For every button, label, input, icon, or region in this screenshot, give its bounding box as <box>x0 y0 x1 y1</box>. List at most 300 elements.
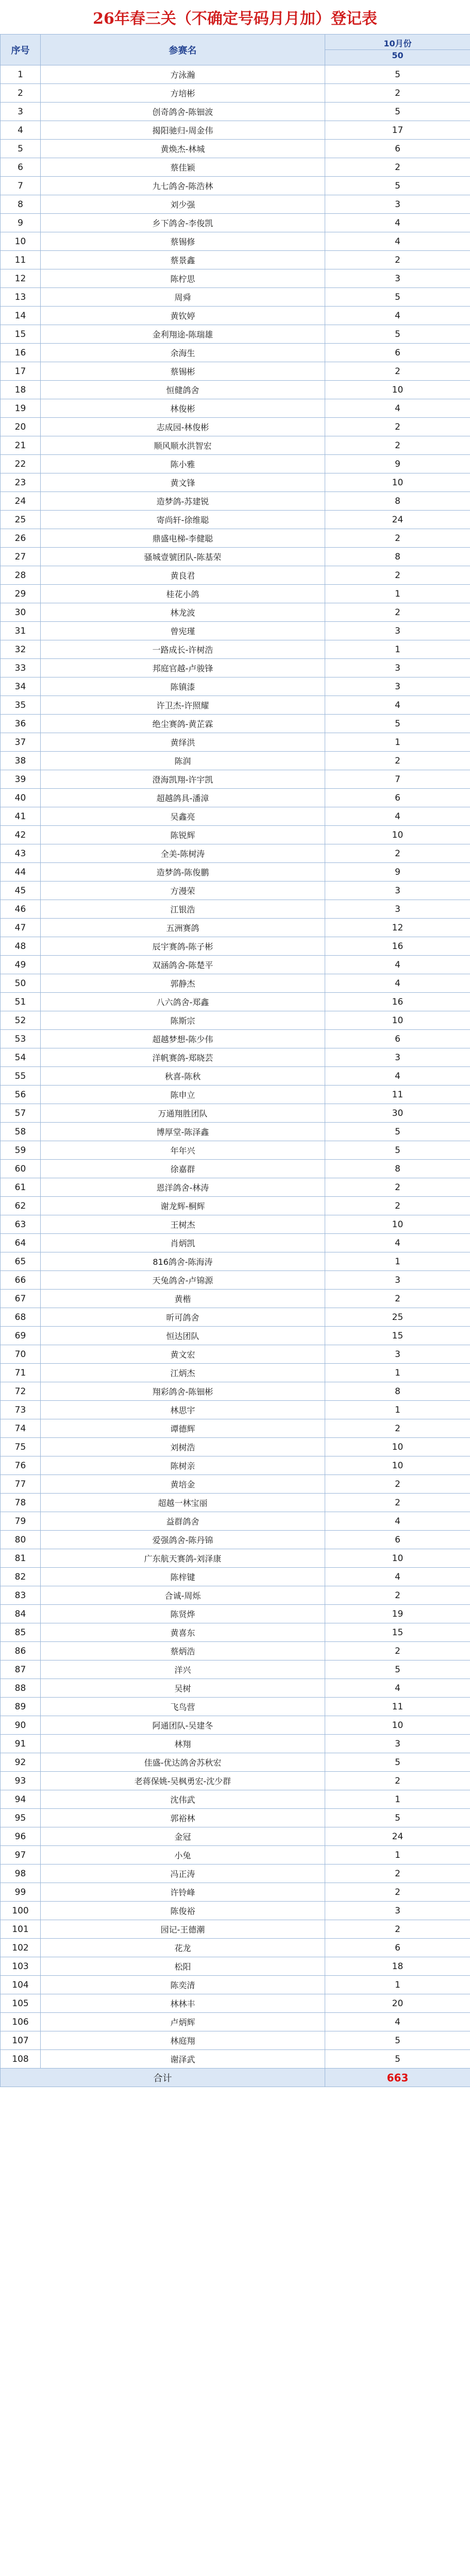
row-count: 25 <box>325 1308 470 1327</box>
row-name: 老蒋保姚-吴枫勇宏-沈少群 <box>41 1772 325 1790</box>
row-count: 2 <box>325 1475 470 1494</box>
row-name: 黄楷 <box>41 1290 325 1308</box>
row-name: 林龙波 <box>41 603 325 622</box>
row-name: 816鸽舍-陈海涛 <box>41 1252 325 1271</box>
row-count: 5 <box>325 103 470 121</box>
table-row <box>1 715 470 733</box>
row-count: 6 <box>325 344 470 362</box>
table-row <box>1 344 470 362</box>
row-name: 陈树亲 <box>41 1456 325 1475</box>
row-name: 园记-王德潮 <box>41 1920 325 1939</box>
row-count: 5 <box>325 177 470 195</box>
row-index: 108 <box>1 2050 41 2069</box>
row-count: 8 <box>325 492 470 511</box>
table-row <box>1 1234 470 1252</box>
row-index: 90 <box>1 1716 41 1735</box>
table-row <box>1 1345 470 1364</box>
table-row <box>1 937 470 956</box>
row-index: 79 <box>1 1512 41 1531</box>
row-index: 45 <box>1 882 41 900</box>
row-count: 4 <box>325 696 470 715</box>
row-name: 翔彩鸽舍-陈钿彬 <box>41 1382 325 1401</box>
row-index: 95 <box>1 1809 41 1827</box>
table-row <box>1 1939 470 1957</box>
row-index: 102 <box>1 1939 41 1957</box>
row-count: 2 <box>325 1920 470 1939</box>
row-name: 广东航天赛鸽-刘泽康 <box>41 1549 325 1568</box>
row-index: 70 <box>1 1345 41 1364</box>
row-count: 15 <box>325 1327 470 1345</box>
row-index: 37 <box>1 733 41 752</box>
row-index: 80 <box>1 1531 41 1549</box>
row-index: 11 <box>1 251 41 269</box>
row-name: 金冠 <box>41 1827 325 1846</box>
row-index: 107 <box>1 2031 41 2050</box>
row-index: 10 <box>1 232 41 251</box>
row-count: 4 <box>325 1568 470 1586</box>
row-index: 51 <box>1 993 41 1011</box>
row-index: 20 <box>1 418 41 436</box>
registration-table <box>0 34 470 2087</box>
row-index: 52 <box>1 1011 41 1030</box>
row-count: 10 <box>325 1215 470 1234</box>
row-index: 39 <box>1 770 41 789</box>
row-name: 陈梓键 <box>41 1568 325 1586</box>
row-count: 3 <box>325 1735 470 1753</box>
row-index: 47 <box>1 919 41 937</box>
table-row <box>1 65 470 84</box>
table-row <box>1 1160 470 1178</box>
table-row <box>1 1456 470 1475</box>
row-index: 12 <box>1 269 41 288</box>
row-count: 6 <box>325 1030 470 1048</box>
row-name: 陈贤烨 <box>41 1605 325 1623</box>
row-name: 冯正涛 <box>41 1865 325 1883</box>
row-index: 27 <box>1 548 41 566</box>
row-count: 3 <box>325 622 470 640</box>
row-name: 徐嘉群 <box>41 1160 325 1178</box>
row-index: 77 <box>1 1475 41 1494</box>
row-name: 黄文锋 <box>41 473 325 492</box>
row-count: 8 <box>325 548 470 566</box>
row-count: 6 <box>325 1531 470 1549</box>
row-count: 5 <box>325 1809 470 1827</box>
row-name: 黄焕杰-林城 <box>41 140 325 158</box>
row-name: 吴树 <box>41 1679 325 1698</box>
row-index: 59 <box>1 1141 41 1160</box>
table-row <box>1 1698 470 1716</box>
row-count: 1 <box>325 640 470 659</box>
row-index: 21 <box>1 436 41 455</box>
row-name: 林俊彬 <box>41 399 325 418</box>
row-name: 蔡景鑫 <box>41 251 325 269</box>
row-index: 60 <box>1 1160 41 1178</box>
row-index: 22 <box>1 455 41 473</box>
row-index: 82 <box>1 1568 41 1586</box>
row-count: 2 <box>325 1883 470 1902</box>
row-count: 1 <box>325 1401 470 1419</box>
row-count: 2 <box>325 1494 470 1512</box>
row-index: 1 <box>1 65 41 84</box>
row-count: 2 <box>325 752 470 770</box>
row-count: 8 <box>325 1160 470 1178</box>
row-index: 89 <box>1 1698 41 1716</box>
table-row <box>1 2050 470 2069</box>
row-index: 55 <box>1 1067 41 1086</box>
row-count: 1 <box>325 1790 470 1809</box>
total-value: 663 <box>325 2069 470 2087</box>
table-row <box>1 492 470 511</box>
row-count: 4 <box>325 399 470 418</box>
table-row <box>1 900 470 919</box>
row-name: 澄海凯翔-许宇凯 <box>41 770 325 789</box>
row-index: 92 <box>1 1753 41 1772</box>
row-name: 王树杰 <box>41 1215 325 1234</box>
row-count: 2 <box>325 1586 470 1605</box>
row-count: 16 <box>325 993 470 1011</box>
table-row <box>1 1178 470 1197</box>
row-count: 2 <box>325 603 470 622</box>
row-count: 10 <box>325 1438 470 1456</box>
row-name: 全美-陈树涛 <box>41 844 325 863</box>
row-index: 54 <box>1 1048 41 1067</box>
table-row <box>1 1494 470 1512</box>
table-row <box>1 288 470 307</box>
table-row <box>1 844 470 863</box>
table-row <box>1 381 470 399</box>
row-index: 63 <box>1 1215 41 1234</box>
table-row <box>1 1364 470 1382</box>
table-row <box>1 1215 470 1234</box>
row-index: 14 <box>1 307 41 325</box>
row-name: 吴鑫亮 <box>41 807 325 826</box>
row-count: 9 <box>325 863 470 882</box>
table-row <box>1 1679 470 1698</box>
row-index: 31 <box>1 622 41 640</box>
row-index: 61 <box>1 1178 41 1197</box>
row-count: 4 <box>325 1234 470 1252</box>
row-index: 83 <box>1 1586 41 1605</box>
row-count: 3 <box>325 269 470 288</box>
row-name: 恩洋鸽舍-林涛 <box>41 1178 325 1197</box>
row-count: 5 <box>325 2050 470 2069</box>
row-count: 10 <box>325 381 470 399</box>
row-count: 10 <box>325 1716 470 1735</box>
row-index: 91 <box>1 1735 41 1753</box>
row-name: 天兔鸽舍-卢锦源 <box>41 1271 325 1290</box>
row-count: 30 <box>325 1104 470 1123</box>
row-name: 昕可鸽舍 <box>41 1308 325 1327</box>
row-index: 73 <box>1 1401 41 1419</box>
row-count: 2 <box>325 436 470 455</box>
row-name: 林翔 <box>41 1735 325 1753</box>
header-index: 序号 <box>1 35 41 65</box>
row-count: 2 <box>325 1419 470 1438</box>
row-index: 57 <box>1 1104 41 1123</box>
row-index: 93 <box>1 1772 41 1790</box>
row-count: 10 <box>325 473 470 492</box>
table-row <box>1 1327 470 1345</box>
row-index: 3 <box>1 103 41 121</box>
row-count: 11 <box>325 1086 470 1104</box>
row-index: 34 <box>1 677 41 696</box>
row-index: 72 <box>1 1382 41 1401</box>
table-row <box>1 177 470 195</box>
row-name: 余海生 <box>41 344 325 362</box>
table-row <box>1 974 470 993</box>
row-index: 18 <box>1 381 41 399</box>
row-name: 陈奕清 <box>41 1976 325 1994</box>
table-row <box>1 121 470 140</box>
row-count: 10 <box>325 1456 470 1475</box>
row-name: 许卫杰-许照耀 <box>41 696 325 715</box>
row-index: 19 <box>1 399 41 418</box>
row-index: 16 <box>1 344 41 362</box>
row-index: 25 <box>1 511 41 529</box>
row-count: 16 <box>325 937 470 956</box>
table-row <box>1 677 470 696</box>
row-index: 81 <box>1 1549 41 1568</box>
row-count: 2 <box>325 1178 470 1197</box>
row-count: 2 <box>325 1197 470 1215</box>
table-row <box>1 1902 470 1920</box>
row-index: 26 <box>1 529 41 548</box>
row-count: 1 <box>325 1976 470 1994</box>
row-index: 46 <box>1 900 41 919</box>
row-count: 4 <box>325 1067 470 1086</box>
row-count: 4 <box>325 956 470 974</box>
row-index: 71 <box>1 1364 41 1382</box>
row-count: 18 <box>325 1957 470 1976</box>
row-count: 3 <box>325 1902 470 1920</box>
row-count: 5 <box>325 2031 470 2050</box>
table-row <box>1 919 470 937</box>
row-index: 17 <box>1 362 41 381</box>
table-row <box>1 214 470 232</box>
row-index: 69 <box>1 1327 41 1345</box>
table-row <box>1 659 470 677</box>
row-count: 2 <box>325 566 470 585</box>
row-index: 15 <box>1 325 41 344</box>
row-count: 19 <box>325 1605 470 1623</box>
row-name: 陈俊裕 <box>41 1902 325 1920</box>
row-index: 84 <box>1 1605 41 1623</box>
row-name: 江银浩 <box>41 900 325 919</box>
table-row <box>1 140 470 158</box>
row-index: 35 <box>1 696 41 715</box>
table-row <box>1 585 470 603</box>
table-row <box>1 993 470 1011</box>
table-row <box>1 2031 470 2050</box>
row-count: 5 <box>325 715 470 733</box>
row-count: 2 <box>325 1772 470 1790</box>
row-name: 蔡炳浩 <box>41 1642 325 1660</box>
table-row <box>1 1716 470 1735</box>
table-row <box>1 1401 470 1419</box>
row-name: 郭静杰 <box>41 974 325 993</box>
table-row <box>1 1920 470 1939</box>
row-count: 10 <box>325 1011 470 1030</box>
row-name: 黄钦婷 <box>41 307 325 325</box>
row-index: 7 <box>1 177 41 195</box>
row-count: 4 <box>325 2013 470 2031</box>
row-name: 创奇鸽舍-陈钿波 <box>41 103 325 121</box>
row-name: 黄良君 <box>41 566 325 585</box>
row-name: 九七鸽舍-陈浩林 <box>41 177 325 195</box>
row-name: 刘树浩 <box>41 1438 325 1456</box>
row-index: 42 <box>1 826 41 844</box>
row-count: 15 <box>325 1623 470 1642</box>
row-index: 100 <box>1 1902 41 1920</box>
table-row <box>1 1141 470 1160</box>
table-row <box>1 1419 470 1438</box>
row-name: 卢炳辉 <box>41 2013 325 2031</box>
row-name: 林庭翔 <box>41 2031 325 2050</box>
row-name: 许铃峰 <box>41 1883 325 1902</box>
table-row <box>1 1957 470 1976</box>
row-index: 6 <box>1 158 41 177</box>
row-index: 105 <box>1 1994 41 2013</box>
row-name: 黄文宏 <box>41 1345 325 1364</box>
table-row <box>1 1846 470 1865</box>
row-name: 双涵鸽舍-陈楚平 <box>41 956 325 974</box>
row-name: 造梦鸽-苏建锐 <box>41 492 325 511</box>
row-count: 9 <box>325 455 470 473</box>
row-index: 29 <box>1 585 41 603</box>
row-count: 2 <box>325 1290 470 1308</box>
row-count: 4 <box>325 214 470 232</box>
row-count: 8 <box>325 1382 470 1401</box>
row-name: 周舜 <box>41 288 325 307</box>
row-name: 博厚堂-陈泽鑫 <box>41 1123 325 1141</box>
table-row <box>1 307 470 325</box>
table-row <box>1 362 470 381</box>
table-row <box>1 529 470 548</box>
row-name: 辰宇赛鸽-陈子彬 <box>41 937 325 956</box>
row-name: 爱强鸽舍-陈丹锦 <box>41 1531 325 1549</box>
row-name: 寄尚轩-徐维聪 <box>41 511 325 529</box>
row-name: 志成园-林俊彬 <box>41 418 325 436</box>
row-index: 64 <box>1 1234 41 1252</box>
table-row <box>1 1308 470 1327</box>
table-row <box>1 232 470 251</box>
row-name: 曾宪瑾 <box>41 622 325 640</box>
table-row <box>1 603 470 622</box>
total-row <box>1 2069 470 2087</box>
table-row <box>1 1772 470 1790</box>
row-index: 87 <box>1 1660 41 1679</box>
row-name: 金利翔途-陈瑞雄 <box>41 325 325 344</box>
table-row <box>1 84 470 103</box>
table-row <box>1 473 470 492</box>
row-name: 绝尘赛鸽-黄芷霖 <box>41 715 325 733</box>
row-index: 85 <box>1 1623 41 1642</box>
table-row <box>1 1660 470 1679</box>
row-name: 飞鸟营 <box>41 1698 325 1716</box>
table-row <box>1 826 470 844</box>
row-index: 66 <box>1 1271 41 1290</box>
table-row <box>1 640 470 659</box>
header-row <box>1 35 470 65</box>
row-count: 4 <box>325 1512 470 1531</box>
table-row <box>1 436 470 455</box>
row-index: 97 <box>1 1846 41 1865</box>
row-name: 洋帆赛鸽-郑晓芸 <box>41 1048 325 1067</box>
row-count: 1 <box>325 1364 470 1382</box>
row-index: 96 <box>1 1827 41 1846</box>
table-row <box>1 863 470 882</box>
row-index: 76 <box>1 1456 41 1475</box>
table-row <box>1 399 470 418</box>
row-count: 3 <box>325 900 470 919</box>
row-name: 陈斯宗 <box>41 1011 325 1030</box>
row-count: 2 <box>325 418 470 436</box>
header-count-month: 10月份 <box>383 39 412 48</box>
row-name: 超越梦想-陈少伟 <box>41 1030 325 1048</box>
row-name: 恒达团队 <box>41 1327 325 1345</box>
table-row <box>1 1104 470 1123</box>
table-row <box>1 1623 470 1642</box>
row-name: 小兔 <box>41 1846 325 1865</box>
row-index: 99 <box>1 1883 41 1902</box>
row-name: 花龙 <box>41 1939 325 1957</box>
table-row <box>1 752 470 770</box>
row-index: 75 <box>1 1438 41 1456</box>
table-row <box>1 1809 470 1827</box>
table-row <box>1 566 470 585</box>
row-index: 103 <box>1 1957 41 1976</box>
table-row <box>1 1790 470 1809</box>
table-row <box>1 1642 470 1660</box>
table-row <box>1 1271 470 1290</box>
row-count: 2 <box>325 84 470 103</box>
row-name: 陈申立 <box>41 1086 325 1104</box>
header-count <box>325 35 470 65</box>
row-index: 65 <box>1 1252 41 1271</box>
table-row <box>1 1067 470 1086</box>
total-label: 合计 <box>1 2069 325 2087</box>
table-row <box>1 1086 470 1104</box>
row-name: 桂花小鸽 <box>41 585 325 603</box>
table-row <box>1 269 470 288</box>
row-count: 3 <box>325 1271 470 1290</box>
table-row <box>1 1512 470 1531</box>
row-name: 方泳瀚 <box>41 65 325 84</box>
row-name: 八六鸽舍-郑鑫 <box>41 993 325 1011</box>
table-row <box>1 733 470 752</box>
row-count: 2 <box>325 529 470 548</box>
row-name: 方培彬 <box>41 84 325 103</box>
row-index: 94 <box>1 1790 41 1809</box>
row-index: 28 <box>1 566 41 585</box>
row-count: 20 <box>325 1994 470 2013</box>
row-count: 3 <box>325 659 470 677</box>
row-index: 9 <box>1 214 41 232</box>
row-index: 43 <box>1 844 41 863</box>
table-row <box>1 1735 470 1753</box>
table-row <box>1 622 470 640</box>
row-index: 56 <box>1 1086 41 1104</box>
row-name: 陈柠思 <box>41 269 325 288</box>
row-name: 陈镇漆 <box>41 677 325 696</box>
row-name: 黄培金 <box>41 1475 325 1494</box>
row-name: 鼎盛电梯-李健聪 <box>41 529 325 548</box>
row-count: 3 <box>325 195 470 214</box>
row-index: 67 <box>1 1290 41 1308</box>
row-index: 5 <box>1 140 41 158</box>
table-row <box>1 548 470 566</box>
row-index: 106 <box>1 2013 41 2031</box>
